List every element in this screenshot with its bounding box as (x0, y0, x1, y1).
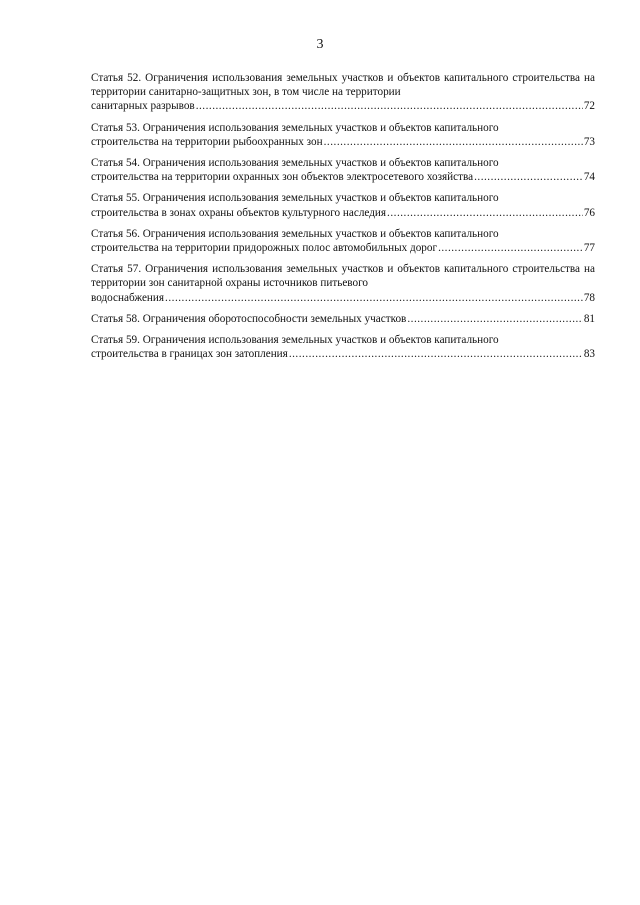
toc-entry-text: Статья 59. Ограничения использования земельных участков и объектов капитального (91, 334, 499, 347)
toc-page-number: 81 (583, 312, 595, 325)
toc-entry-text-end: строительства на территории придорожных полос автомобильных дорог (91, 242, 438, 255)
toc-entry-text: Статья 54. Ограничения использования земельных участков и объектов капитального (91, 157, 499, 170)
toc-entry-article-54[interactable] (91, 156, 595, 184)
toc-entry-article-58[interactable] (91, 312, 595, 326)
toc-page-number: 72 (583, 100, 595, 113)
toc-entry-last-line (91, 135, 595, 149)
dot-leader (407, 312, 582, 326)
toc-page-number: 77 (583, 242, 595, 255)
dot-leader (196, 99, 583, 113)
toc-entry-article-56[interactable] (91, 227, 595, 255)
toc-entry-text-end: строительства в границах зон затопления (91, 348, 288, 361)
toc-entry-last-line (91, 347, 595, 361)
toc-entry-article-59[interactable] (91, 333, 595, 361)
toc-entry-article-52[interactable] (91, 71, 595, 114)
toc-entry-text-end: строительства в зонах охраны объектов культурного наследия (91, 206, 387, 219)
toc-page-number: 73 (583, 135, 595, 148)
toc-entry-text: Статья 56. Ограничения использования земельных участков и объектов капитального (91, 227, 499, 240)
toc-page-number: 78 (583, 291, 595, 304)
toc-entry-last-line (91, 99, 595, 113)
toc-entry-last-line (91, 241, 595, 255)
toc-entry-last-line (91, 206, 595, 220)
toc-page-number: 83 (583, 348, 595, 361)
toc-page-number: 74 (583, 171, 595, 184)
toc-entry-text-end: Статья 58. Ограничения оборотоспособности земельных участков (91, 312, 407, 325)
dot-leader (165, 291, 583, 305)
toc-page-number: 76 (583, 206, 595, 219)
toc-entry-text-end: строительства на территории рыбоохранных зон (91, 135, 323, 148)
toc-entry-article-53[interactable] (91, 121, 595, 149)
dot-leader (387, 206, 583, 220)
toc-entry-text: Статья 55. Ограничения использования земельных участков и объектов капитального (91, 192, 499, 205)
dot-leader (474, 170, 583, 184)
toc-entry-text: Статья 53. Ограничения использования земельных участков и объектов капитального (91, 121, 499, 134)
toc-entry-text: Статья 57. Ограничения использования земельных участков и объектов капитального строительства на территории зон санитарной охраны источников питьевого (91, 263, 595, 290)
dot-leader (324, 135, 583, 149)
toc-entry-last-line (91, 312, 595, 326)
toc-entry-article-57[interactable] (91, 262, 595, 305)
toc-entry-last-line (91, 291, 595, 305)
dot-leader (289, 347, 583, 361)
dot-leader (438, 241, 583, 255)
toc-entry-text-end: строительства на территории охранных зон объектов электросетевого хозяйства (91, 171, 474, 184)
table-of-contents (91, 71, 595, 368)
toc-entry-article-55[interactable] (91, 191, 595, 219)
toc-entry-text-end: санитарных разрывов (91, 100, 195, 113)
page-number: 3 (316, 37, 324, 52)
toc-entry-text-end: водоснабжения (91, 291, 165, 304)
toc-entry-last-line (91, 170, 595, 184)
toc-entry-text: Статья 52. Ограничения использования земельных участков и объектов капитального строительства на территории санитарно-защитных зон, в том числе на территории (91, 72, 595, 99)
